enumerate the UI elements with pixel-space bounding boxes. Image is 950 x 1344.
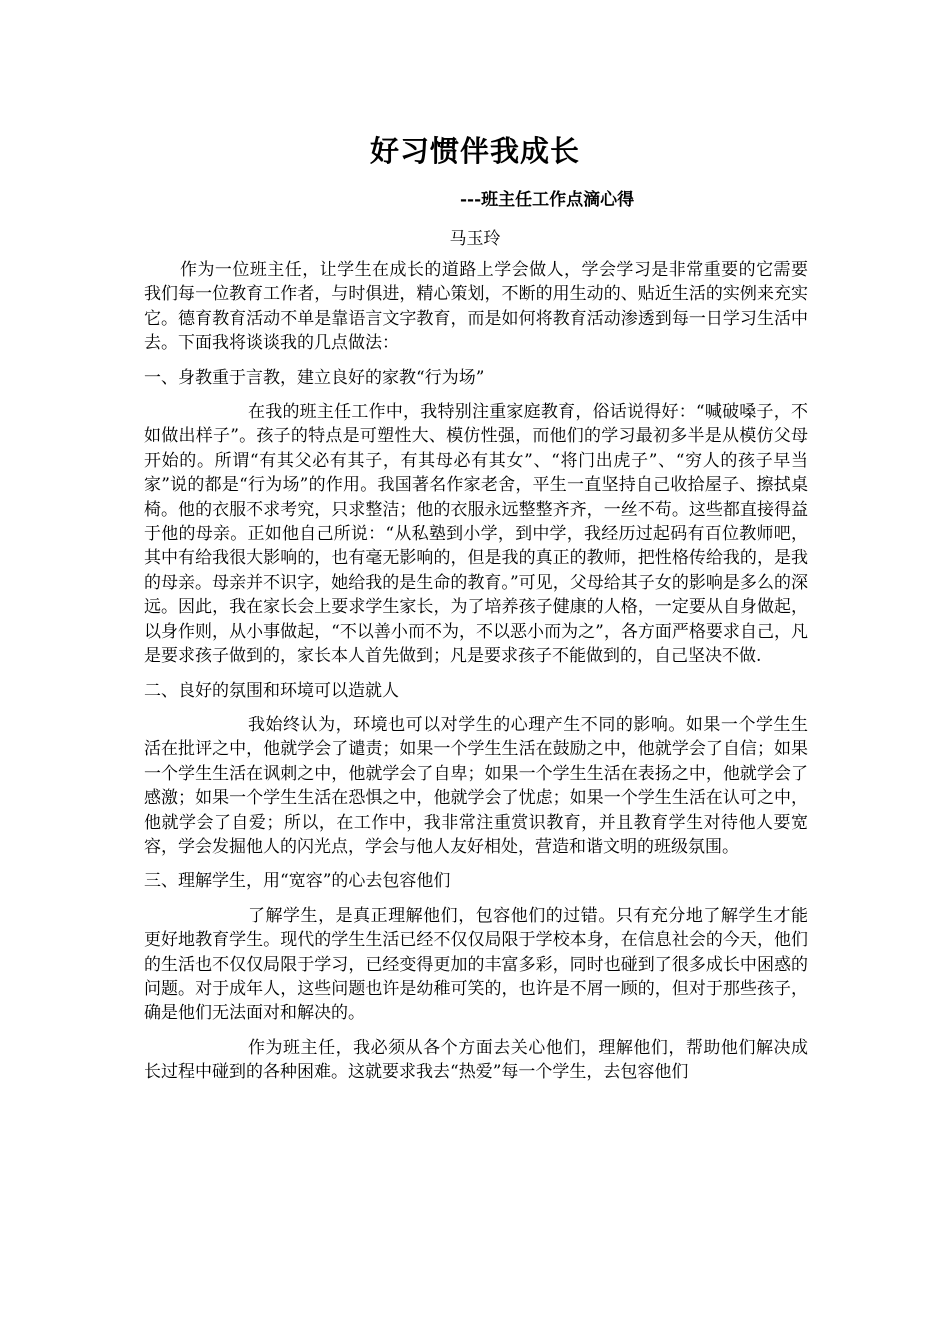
section-heading-1: 一、身教重于言教，建立良好的家教“行为场” (144, 367, 485, 388)
document-subtitle: ---班主任工作点滴心得 (460, 190, 635, 210)
section-3-paragraph-2: 作为班主任，我必须从各个方面去关心他们，理解他们，帮助他们解决成长过程中碰到的各种困难。这就要求我去“热爱”每一个学生，去包容他们 (144, 1037, 808, 1083)
document-author: 马玉玲 (449, 229, 501, 249)
intro-paragraph: 作为一位班主任，让学生在成长的道路上学会做人，学会学习是非常重要的它需要我们每一位教育工作者，与时俱进，精心策划，不断的用生动的、贴近生活的实例来充实它。德育教育活动不单是靠语言文字教育，而是如何将教育活动渗透到每一日学习生活中去。下面我将谈谈我的几点做法： (144, 260, 808, 354)
section-2-paragraph-1: 我始终认为，环境也可以对学生的心理产生不同的影响。如果一个学生生活在批评之中，他就学会了谴责；如果一个学生生活在鼓励之中，他就学会了自信；如果一个学生生活在讽刺之中，他就学会了自卑；如果一个学生生活在表扬之中，他就学会了感激；如果一个学生生活在恐惧之中，他就学会了忧虑；如果一个学生生活在认可之中，他就学会了自爱；所以，在工作中，我非常注重赏识教育，并且教育学生对待他人要宽容，学会发掘他人的闪光点，学会与他人友好相处，营造和谐文明的班级氛围。 (144, 714, 808, 857)
section-heading-3: 三、理解学生，用“宽容”的心去包容他们 (144, 871, 451, 892)
document-body (144, 258, 808, 1095)
document-title: 好习惯伴我成长 (369, 134, 580, 168)
section-3-paragraph-1: 了解学生，是真正理解他们，包容他们的过错。只有充分地了解学生才能更好地教育学生。现代的学生生活已经不仅仅局限于学校本身，在信息社会的今天，他们的生活也不仅仅局限于学习，已经变得更加的丰富多彩，同时也碰到了很多成长中困惑的问题。对于成年人，这些问题也许是幼稚可笑的，也许是不屑一顾的，但对于那些孩子，确是他们无法面对和解决的。 (144, 905, 808, 1024)
section-heading-2: 二、良好的氛围和环境可以造就人 (144, 680, 399, 701)
section-1-paragraph-1: 在我的班主任工作中，我特别注重家庭教育，俗话说得好：“喊破嗓子，不如做出样子”。孩子的特点是可塑性大、模仿性强，而他们的学习最初多半是从模仿父母开始的。所谓“有其父必有其子，有其母必有其女”、“将门出虎子”、“穷人的孩子早当家”说的都是“行为场”的作用。我国著名作家老舍，平生一直坚持自己收拾屋子、擦拭桌椅。他的衣服不求考究，只求整洁；他的衣服永远整整齐齐，一丝不苟。这些都直接得益于他的母亲。正如他自己所说：“从私塾到小学，到中学，我经历过起码有百位教师吧，其中有给我很大影响的，也有毫无影响的，但是我的真正的教师，把性格传给我的，是我的母亲。母亲并不识字，她给我的是生命的教育。”可见，父母给其子女的影响是多么的深远。因此，我在家长会上要求学生家长，为了培养孩子健康的人格，一定要从自身做起，以身作则，从小事做起，“不以善小而不为，不以恶小而为之”，各方面严格要求自己，凡是要求孩子做到的，家长本人首先做到；凡是要求孩子不能做到的，自己坚决不做. (144, 402, 808, 667)
